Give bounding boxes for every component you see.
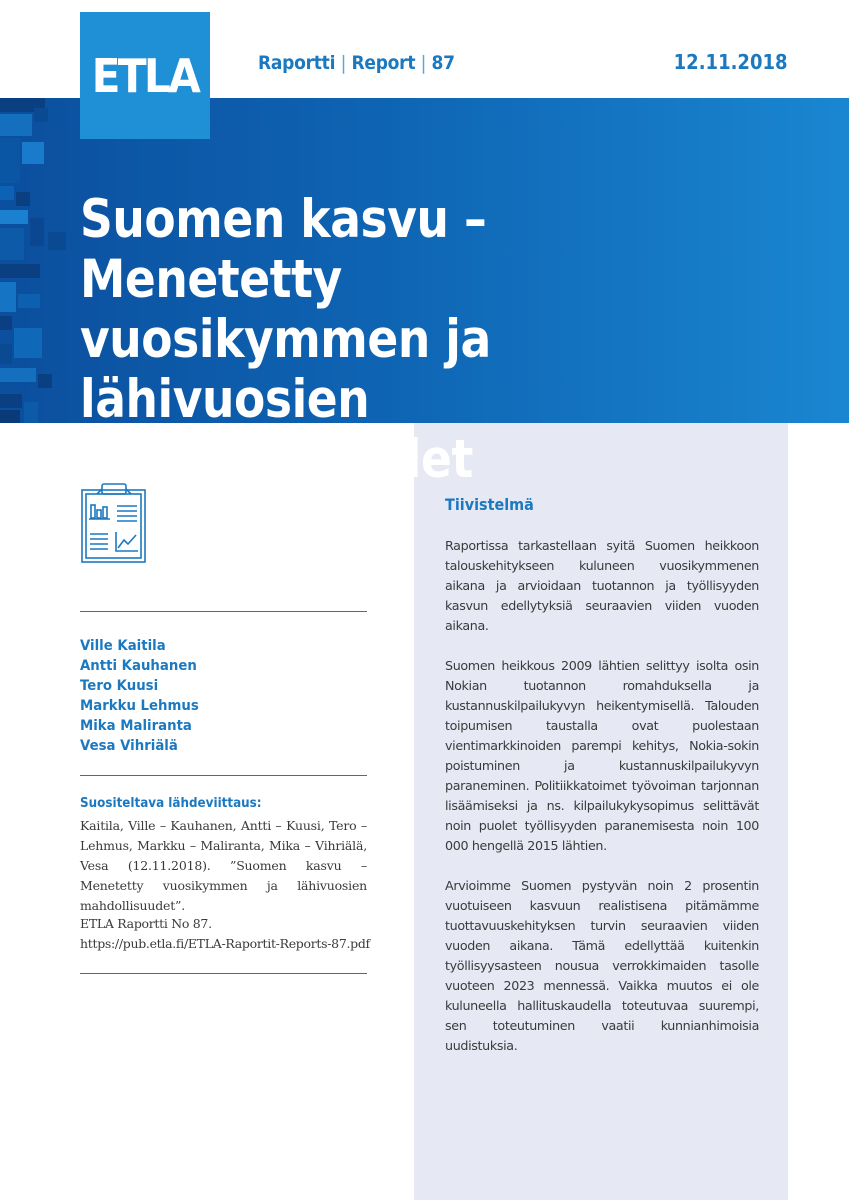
report-reference — [80, 914, 380, 954]
summary-body — [445, 536, 759, 1076]
divider — [80, 973, 367, 974]
author-name: Tero Kuusi — [80, 678, 159, 694]
etla-logo[interactable] — [80, 12, 210, 139]
author-name: Antti Kauhanen — [80, 658, 197, 674]
summary-paragraph: Raportissa tarkastellaan syitä Suomen heikkoon talouskehitykseen kuluneen vuosikymmenen aikana ja arvioidaan tuotannon ja työllisyyden kasvun edellytyksiä seuraavien viiden vuoden aikana. — [445, 538, 759, 633]
divider — [80, 775, 367, 776]
author-name: Ville Kaitila — [80, 638, 166, 654]
report-number: 87 — [431, 52, 455, 74]
publication-date: 12.11.2018 — [674, 50, 788, 74]
report-url[interactable]: https://pub.etla.fi/ETLA-Raportit-Reports-87.pdf — [80, 936, 370, 951]
report-title: Suomen kasvu – Menetetty vuosikymmen ja lähivuosien mahdollisuudet — [80, 189, 491, 490]
author-name: Markku Lehmus — [80, 698, 199, 714]
summary-paragraph: Arvioimme Suomen pystyvän noin 2 prosentin vuotuiseen kasvuun realistisena pitämämme tuottavuuskehityksen turvin seuraavien viiden vuoden aikana. Tämä edellyttää kuitenkin työllisyysasteen nousua verrokkimaiden tasolle vuoteen 2023 mennessä. Vaikka muutos ei ole kuluneella hallituskaudella toteutuvaa suurempi, sen toteutuminen vaatii kunnianhimoisia uudistuksia. — [445, 878, 759, 1053]
summary-paragraph: Suomen heikkous 2009 lähtien selittyy isolta osin Nokian tuotannon romahduksella ja kustannuskilpailukyvyn heikentymisellä. Talouden toipumisen taustalla ovat puolestaan vientimarkkinoiden parempi kehitys, Nokia-sokin poistuminen ja kustannuskilpailukyvyn paraneminen. Politiikkatoimet työvoiman tarjonnan lisäämiseksi ja ns. kilpailukykysopimus selittävät noin puolet työllisyyden paranemisesta noin 100 000 hengellä 2015 lähtien. — [445, 658, 759, 853]
series-fi: Raportti — [258, 52, 336, 74]
separator: | — [340, 52, 347, 74]
author-name: Vesa Vihriälä — [80, 738, 178, 754]
series-reference: ETLA Raportti No 87. — [80, 916, 212, 931]
summary-title: Tiivistelmä — [445, 495, 534, 514]
author-name: Mika Maliranta — [80, 718, 192, 734]
series-en: Report — [351, 52, 416, 74]
citation-label: Suositeltava lähdeviittaus: — [80, 796, 262, 811]
citation-text: Kaitila, Ville – Kauhanen, Antti – Kuusi, Tero – Lehmus, Markku – Maliranta, Mika – Vihriälä, Vesa (12.11.2018). ”Suomen kasvu – Menetetty vuosikymmen ja lähivuosien mahdollisuudet”. — [80, 818, 367, 913]
divider — [80, 611, 367, 612]
logo-text: ETLA — [91, 48, 199, 103]
author-list — [80, 636, 205, 756]
clipboard-chart-icon — [80, 482, 148, 564]
separator: | — [420, 52, 427, 74]
report-series — [258, 52, 455, 74]
